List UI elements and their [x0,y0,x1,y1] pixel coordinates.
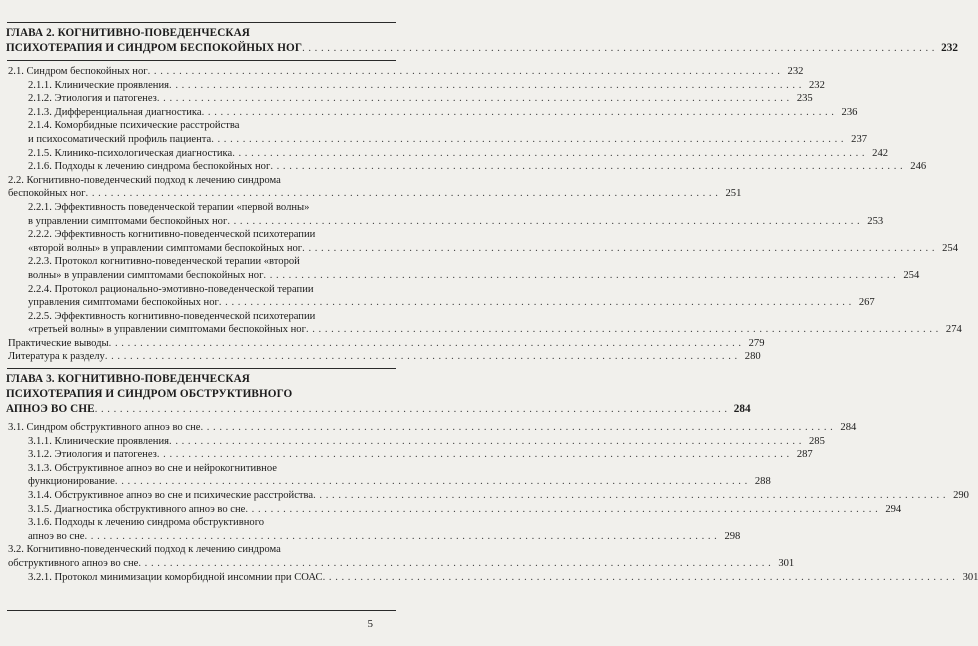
toc-entry-page: 290 [953,490,969,502]
leader-dots [227,215,860,229]
toc-entry-page: 242 [872,147,889,159]
leader-dots [313,489,946,503]
toc-entry-row [6,530,741,544]
leader-dots [169,79,802,93]
toc-entry-row [6,215,884,229]
leader-dots [115,475,748,489]
toc-page [6,22,978,584]
toc-entry-text: 2.1.3. Дифференциальная диагностика [28,106,202,118]
toc-entry-page: 267 [858,297,875,309]
toc-entry-page: 237 [851,133,868,145]
leader-dots [302,42,935,56]
toc-entry-text: 2.2.4. Протокол рационально-эмотивно-поведенческой терапии [28,283,314,295]
toc-entry-continuation: беспокойных ног [8,188,86,200]
toc-entry [6,435,825,449]
leader-dots [211,133,844,147]
toc-entry-row [6,337,765,351]
chapter2-title-row [6,41,958,56]
leader-dots [138,557,771,571]
toc-entry-text: 3.1.5. Диагностика обструктивного апноэ во сне [28,503,246,515]
toc-entry-page: 294 [885,503,902,515]
toc-entry-row [6,106,858,120]
leader-dots [323,571,956,585]
toc-entry-page: 285 [808,435,825,447]
toc-entry-text: Практические выводы [8,337,109,349]
toc-entry [6,516,741,543]
chapter3-title-line1: ГЛАВА 3. КОГНИТИВНО-ПОВЕДЕНЧЕСКАЯ [6,373,250,386]
toc-entry-text: 3.1.2. Этиология и патогенез [28,449,157,461]
toc-entry-row [6,147,889,161]
chapter3-heading [6,372,751,417]
toc-entry [6,92,813,106]
leader-dots [232,147,865,161]
leader-dots [109,337,742,351]
toc-entry-row [6,133,868,147]
toc-entry-page: 284 [840,422,857,434]
toc-entry-row [6,92,813,106]
toc-entry-page: 251 [725,188,742,200]
toc-entry [6,106,858,120]
toc-entry [6,160,927,174]
leader-dots [302,242,935,256]
toc-entry [6,489,969,503]
toc-entry [6,283,875,310]
toc-entry-text: 2.1. Синдром беспокойных ног [8,66,148,77]
toc-entry [6,147,889,161]
toc-entry-row [6,187,742,201]
toc-entry-continuation: в управлении симптомами беспокойных ног [28,215,228,227]
toc-entry-page: 254 [903,269,920,281]
leader-dots [245,503,878,517]
chapter3-title-line2: ПСИХОТЕРАПИЯ И СИНДРОМ ОБСТРУКТИВНОГО [6,388,293,401]
leader-dots [200,421,833,435]
toc-entry [6,337,765,351]
toc-entry [6,201,884,228]
toc-entry-page: 287 [796,449,813,461]
footer-divider [7,610,396,611]
toc-entry-text: 3.1.3. Обструктивное апноэ во сне и нейрокогнитивное [28,462,277,474]
leader-dots [105,350,738,364]
top-divider [7,22,396,23]
toc-entry-continuation: апноэ во сне [28,530,85,542]
toc-entry-row [6,475,771,489]
chapter3-title-line3: АПНОЭ ВО СНЕ [6,403,95,416]
chapter3-title-row [6,402,751,417]
toc-entry-row [6,350,761,364]
toc-entry-page: 232 [787,66,804,77]
toc-entry-text: 2.1.6. Подходы к лечению синдрома беспокойных ног [28,161,271,173]
chapter2-title-line1: ГЛАВА 2. КОГНИТИВНО-ПОВЕДЕНЧЕСКАЯ [6,27,250,39]
toc-entry-text: 3.1.6. Подходы к лечению синдрома обструктивного [28,517,265,529]
toc-entry [6,79,825,93]
toc-entry-row [6,557,795,571]
leader-dots [157,448,790,462]
toc-entry [6,65,804,79]
toc-entry-page: 301 [778,558,795,569]
chapter2-title-line2: ПСИХОТЕРАПИЯ И СИНДРОМ БЕСПОКОЙНЫХ НОГ [6,42,303,54]
chapter3-entries [6,421,978,584]
leader-dots [95,403,728,417]
toc-entry-row [6,435,825,449]
toc-entry-page: 254 [942,242,958,254]
leader-dots [84,530,717,544]
toc-entry-row [6,65,804,79]
leader-dots [86,187,719,201]
toc-entry-text: 2.1.2. Этиология и патогенез [28,93,157,105]
toc-entry [6,119,868,146]
toc-entry-page: 298 [724,530,741,542]
toc-entry-text: 2.2.5. Эффективность когнитивно-поведенческой психотерапии [28,310,316,322]
leader-dots [169,435,802,449]
toc-entry-continuation: функционирование [28,476,115,488]
toc-entry-row [6,296,875,310]
toc-entry-row [6,421,857,435]
chapter3-divider [7,368,396,369]
toc-entry-row [6,571,978,585]
toc-entry-text: 2.2.1. Эффективность поведенческой терапии «первой волны» [28,201,310,213]
toc-entry-continuation: волны» в управлении симптомами беспокойных ног [28,269,264,281]
leader-dots [148,65,781,79]
leader-dots [263,269,896,283]
toc-entry-continuation: «второй волны» в управлении симптомами беспокойных ног [28,242,303,254]
toc-entry-text: 2.1.1. Клинические проявления [28,79,170,91]
leader-dots [157,92,790,106]
toc-entry-page: 236 [841,106,858,118]
toc-entry-text: 2.2.3. Протокол когнитивно-поведенческой терапии «второй [28,256,300,268]
toc-entry-page: 301 [962,571,978,583]
toc-entry-continuation: и психосоматический профиль пациента [28,133,212,145]
toc-entry-continuation: управления симптомами беспокойных ног [28,297,219,309]
chapter3-page: 284 [733,403,751,416]
toc-entry [6,174,742,201]
toc-entry-row [6,160,927,174]
toc-entry-text: 2.1.5. Клинико-психологическая диагностика [28,147,233,159]
leader-dots [306,323,939,337]
toc-entry [6,350,761,364]
toc-entry-text: 3.2.1. Протокол минимизации коморбидной инсомнии при СОАС [28,571,323,583]
toc-entry-page: 279 [748,337,765,349]
toc-entry-row [6,323,962,337]
toc-entry [6,228,958,255]
toc-entry-text: 3.1.1. Клинические проявления [28,435,170,447]
toc-entry [6,571,978,585]
toc-entry-page: 280 [744,351,761,363]
toc-entry-text: 2.1.4. Коморбидные психические расстройства [28,120,240,132]
toc-entry-continuation: «третьей волны» в управлении симптомами беспокойных ног [28,324,306,336]
toc-entry-page: 235 [796,93,813,105]
toc-entry [6,462,771,489]
leader-dots [202,106,835,120]
chapter2-page: 232 [941,42,958,55]
toc-entry [6,448,813,462]
toc-entry-row [6,269,920,283]
toc-entry-text: 2.2. Когнитивно-поведенческий подход к лечению синдрома [8,174,281,186]
chapter2-entries [6,65,962,364]
page-number: 5 [367,618,373,630]
toc-entry-page: 274 [945,324,962,336]
toc-entry-row [6,489,969,503]
toc-entry-row [6,503,902,517]
toc-entry-page: 232 [808,79,825,91]
toc-entry-row [6,448,813,462]
toc-entry-text: 3.1. Синдром обструктивного апноэ во сне [8,422,201,434]
toc-entry [6,255,920,282]
toc-entry-continuation: обструктивного апноэ во сне [8,558,139,569]
chapter2-heading [6,26,958,56]
toc-entry [6,543,795,570]
toc-entry [6,503,902,517]
leader-dots [219,296,852,310]
toc-entry-page: 288 [754,476,771,488]
toc-entry-row [6,242,958,256]
toc-entry-page: 253 [867,215,884,227]
toc-entry-text: 3.2. Когнитивно-поведенческий подход к лечению синдрома [8,544,281,556]
toc-entry-text: 3.1.4. Обструктивное апноэ во сне и психические расстройства [28,490,314,502]
leader-dots [270,160,903,174]
toc-entry [6,421,857,435]
toc-entry [6,310,962,337]
toc-entry-text: Литература к разделу [8,351,105,363]
page-footer [0,610,396,630]
toc-entry-text: 2.2.2. Эффективность когнитивно-поведенческой психотерапии [28,229,316,241]
toc-entry-page: 246 [910,161,927,173]
toc-entry-row [6,79,825,93]
